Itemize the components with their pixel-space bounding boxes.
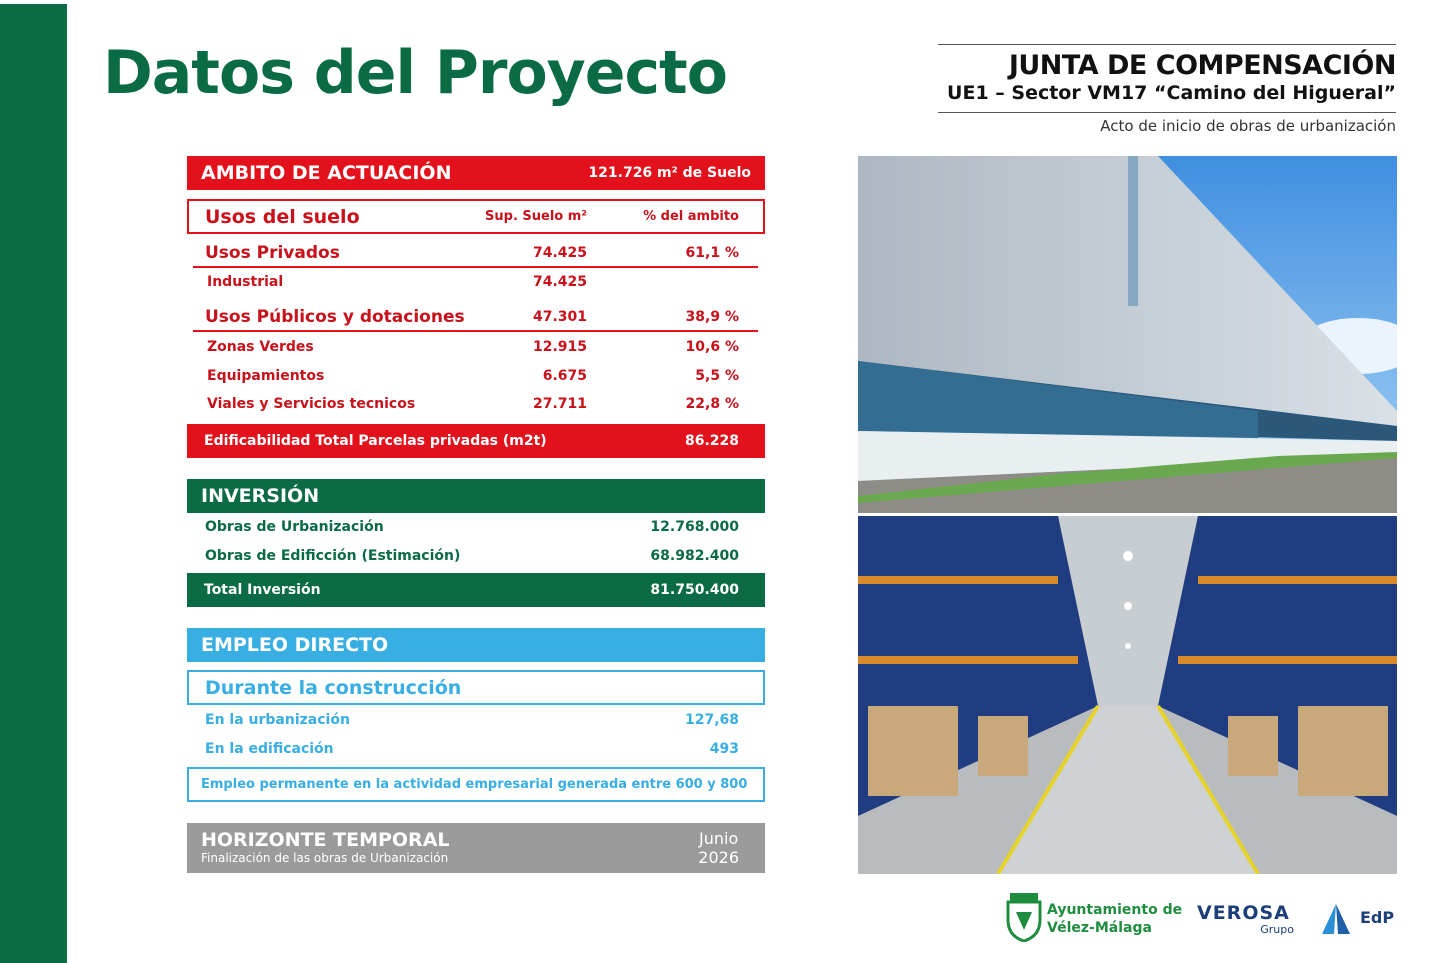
row-sup: 6.675	[542, 368, 587, 384]
row-value: 68.982.400	[650, 548, 739, 564]
row-sup: 47.301	[532, 309, 587, 325]
usos-title: Usos del suelo	[205, 205, 360, 228]
total-inversion-value: 81.750.400	[650, 582, 739, 598]
empleo-header	[187, 628, 765, 662]
row-pct: 5,5 %	[695, 368, 739, 384]
construccion-title: Durante la construcción	[205, 676, 462, 699]
sector-title: UE1 – Sector VM17 “Camino del Higueral”	[947, 82, 1396, 104]
table-row	[187, 363, 765, 389]
horizonte-subtitle: Finalización de las obras de Urbanización	[201, 851, 449, 865]
edif-label: Edificabilidad Total Parcelas privadas (m2t)	[204, 433, 547, 449]
ambito-title: AMBITO DE ACTUACIÓN	[201, 162, 452, 184]
row-label: Zonas Verdes	[207, 339, 314, 355]
horizonte-month: Junio	[699, 829, 739, 848]
col-sup-header: Sup. Suelo m²	[485, 209, 587, 224]
left-accent-bar	[0, 4, 67, 963]
logo-verosa	[1197, 890, 1297, 946]
edp-mark-icon	[1322, 902, 1358, 936]
table-row	[187, 543, 765, 569]
verosa-name: VEROSA	[1197, 902, 1290, 924]
edificabilidad-bar	[187, 424, 765, 458]
table-row	[187, 736, 765, 762]
edif-value: 86.228	[684, 433, 739, 449]
event-subtitle: Acto de inicio de obras de urbanización	[1100, 117, 1396, 135]
table-row	[187, 240, 765, 266]
total-inversion-bar	[187, 573, 765, 607]
row-pct: 22,8 %	[685, 396, 739, 412]
warehouse-exterior-photo	[858, 156, 1397, 513]
row-pct: 38,9 %	[685, 309, 739, 325]
row-label: Usos Públicos y dotaciones	[205, 307, 465, 327]
row-sup: 74.425	[532, 245, 587, 261]
empleo-title: EMPLEO DIRECTO	[201, 634, 389, 656]
table-row	[187, 391, 765, 417]
row-label: Viales y Servicios tecnicos	[207, 396, 416, 412]
ambito-area: 121.726 m² de Suelo	[588, 165, 751, 181]
horizonte-title: HORIZONTE TEMPORAL	[201, 829, 450, 851]
row-underline	[193, 330, 758, 332]
page-title: Datos del Proyecto	[103, 38, 727, 108]
row-value: 493	[709, 741, 739, 757]
row-label: En la edificación	[205, 741, 334, 757]
horizonte-bar	[187, 823, 765, 873]
ayto-line2: Vélez-Málaga	[1047, 920, 1152, 936]
table-row	[187, 304, 765, 330]
edp-name: EdP	[1360, 908, 1395, 927]
row-sup: 27.711	[532, 396, 587, 412]
table-row	[187, 269, 765, 295]
row-underline	[193, 266, 758, 268]
row-pct: 10,6 %	[685, 339, 739, 355]
row-label: En la urbanización	[205, 712, 350, 728]
ayto-line1: Ayuntamiento de	[1047, 902, 1183, 918]
row-value: 12.768.000	[650, 519, 739, 535]
ambito-header	[187, 156, 765, 190]
horizonte-year: 2026	[698, 848, 739, 867]
verosa-sub: Grupo	[1260, 923, 1294, 936]
header-rule-top	[938, 44, 1396, 45]
table-row	[187, 334, 765, 360]
table-row	[187, 514, 765, 540]
logo-ayuntamiento	[1004, 890, 1183, 946]
table-row	[187, 707, 765, 733]
row-sup: 12.915	[532, 339, 587, 355]
row-pct: 61,1 %	[685, 245, 739, 261]
row-label: Equipamientos	[207, 368, 325, 384]
row-value: 127,68	[684, 712, 739, 728]
row-label: Obras de Urbanización	[205, 519, 384, 535]
usos-header	[187, 199, 765, 234]
empleo-permanente: Empleo permanente en la actividad empresarial generada entre 600 y 800	[201, 777, 748, 792]
row-label: Usos Privados	[205, 243, 340, 263]
warehouse-interior-photo	[858, 516, 1397, 874]
col-pct-header: % del ambito	[643, 209, 739, 224]
row-label: Industrial	[207, 274, 284, 290]
row-sup: 74.425	[532, 274, 587, 290]
inversion-header	[187, 479, 765, 513]
logo-edp	[1322, 890, 1402, 946]
org-title: JUNTA DE COMPENSACIÓN	[1008, 50, 1396, 81]
construccion-header	[187, 670, 765, 705]
inversion-title: INVERSIÓN	[201, 485, 320, 507]
row-label: Obras de Edificción (Estimación)	[205, 548, 461, 564]
total-inversion-label: Total Inversión	[204, 582, 321, 598]
crest-icon	[1004, 890, 1044, 942]
header-rule-bottom	[938, 112, 1396, 113]
empleo-permanente-box	[187, 767, 765, 802]
